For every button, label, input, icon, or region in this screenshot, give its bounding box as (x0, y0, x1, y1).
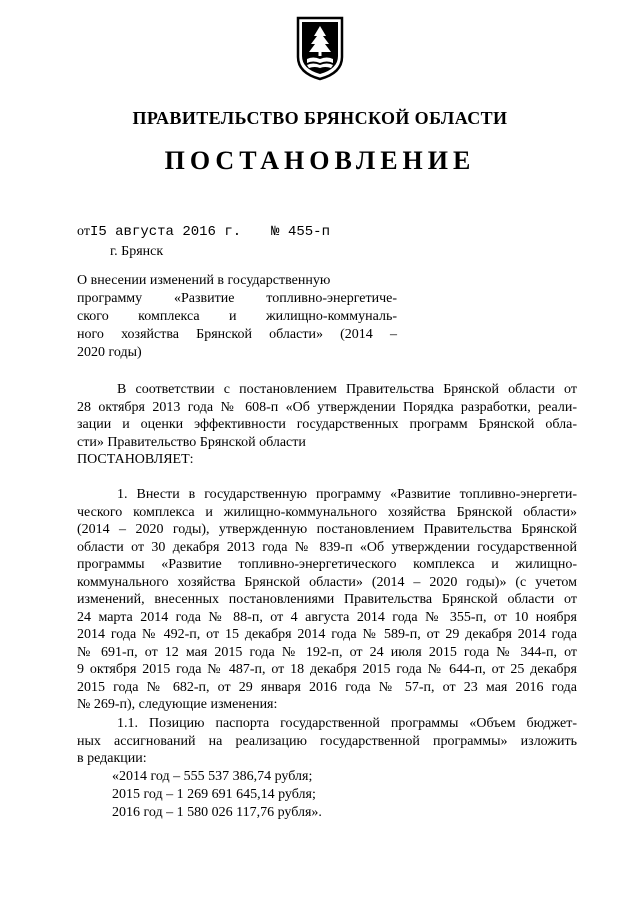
text-line: ческого комплекса и жилищно-коммунального хозяйства Брянской области» (77, 504, 577, 520)
decree-word: ПОСТАНОВЛЯЕТ: (77, 452, 194, 467)
document-title: ПОСТАНОВЛЕНИЕ (164, 146, 476, 175)
document-city: г. Брянск (110, 244, 164, 259)
text-line: зации и оценки эффективности государственных программ Брянской обла- (77, 417, 577, 432)
text-line: области от 30 декабря 2013 года № 839-п «Об утверждении государственной (77, 539, 577, 555)
text-line: 9 октября 2015 года № 487-п, от 18 декабря 2015 года № 644-п, от 25 декабря (77, 662, 577, 677)
text-line: В соответствии с постановлением Правительства Брянской области от (117, 382, 577, 397)
subject-line: программу «Развитие топливно-энергетиче- (77, 291, 397, 306)
text-line: 1. Внести в государственную программу «Развитие топливно-энергети- (117, 487, 577, 502)
subject-block (77, 272, 397, 362)
text-line: 2014 года № 492-п, от 15 декабря 2014 года № 589-п, от 29 декабря 2014 года (77, 627, 577, 642)
document-date: I5 августа 2016 г. (89, 224, 242, 240)
subject-line: 2020 годы) (77, 345, 142, 360)
text-line: (2014 – 2020 годы), утвержденную постановлением Правительства Брянской (77, 522, 577, 537)
budget-line-2016: 2016 год – 1 580 026 117,76 рубля». (112, 805, 322, 820)
text-line: ных ассигнований на реализацию государственной программы» изложить (77, 733, 577, 749)
preamble-paragraph (77, 381, 577, 469)
text-line: коммунального хозяйства Брянской области» (2014 – 2020 годы)» (с учетом (77, 574, 577, 590)
text-line: 1.1. Позицию паспорта государственной программы «Объем бюджет- (117, 716, 577, 731)
item-1-1-paragraph (77, 715, 577, 768)
date-prefix: от (77, 224, 90, 239)
text-line: № 691-п, от 12 мая 2015 года № 192-п, от 24 июля 2015 года № 344-п, от (77, 644, 577, 660)
text-line: программы «Развитие топливно-энергетического комплекса и жилищно- (77, 557, 577, 572)
text-line: в редакции: (77, 751, 147, 766)
text-line: № 269-п), следующие изменения: (77, 697, 278, 712)
budget-line-2015: 2015 год – 1 269 691 645,14 рубля; (112, 787, 316, 802)
item-1-paragraph (77, 486, 577, 714)
budget-lines (112, 768, 322, 822)
subject-line: О внесении изменений в государственную (77, 273, 331, 288)
text-line: сти» Правительство Брянской области (77, 434, 306, 450)
text-line: 28 октября 2013 года № 608-п «Об утверждении Порядка разработки, реали- (77, 399, 577, 415)
document-number: № 455-п (271, 224, 330, 240)
budget-line-2014: «2014 год – 555 537 386,74 рубля; (112, 769, 313, 784)
bryansk-coat-of-arms-emblem (295, 15, 345, 81)
text-line: изменений, внесенных постановлениями Правительства Брянской области от (77, 592, 577, 607)
text-line: 24 марта 2014 года № 88-п, от 4 августа 2014 года № 355-п, от 10 ноября (77, 609, 577, 625)
subject-line: ского комплекса и жилищно-коммуналь- (77, 309, 397, 324)
organization-name: ПРАВИТЕЛЬСТВО БРЯНСКОЙ ОБЛАСТИ (132, 108, 508, 128)
subject-line: ного хозяйства Брянской области» (2014 – (77, 327, 397, 342)
document-meta (77, 224, 330, 240)
text-line: 2015 года № 682-п, от 29 января 2016 года № 57-п, от 23 мая 2016 года (77, 679, 577, 695)
